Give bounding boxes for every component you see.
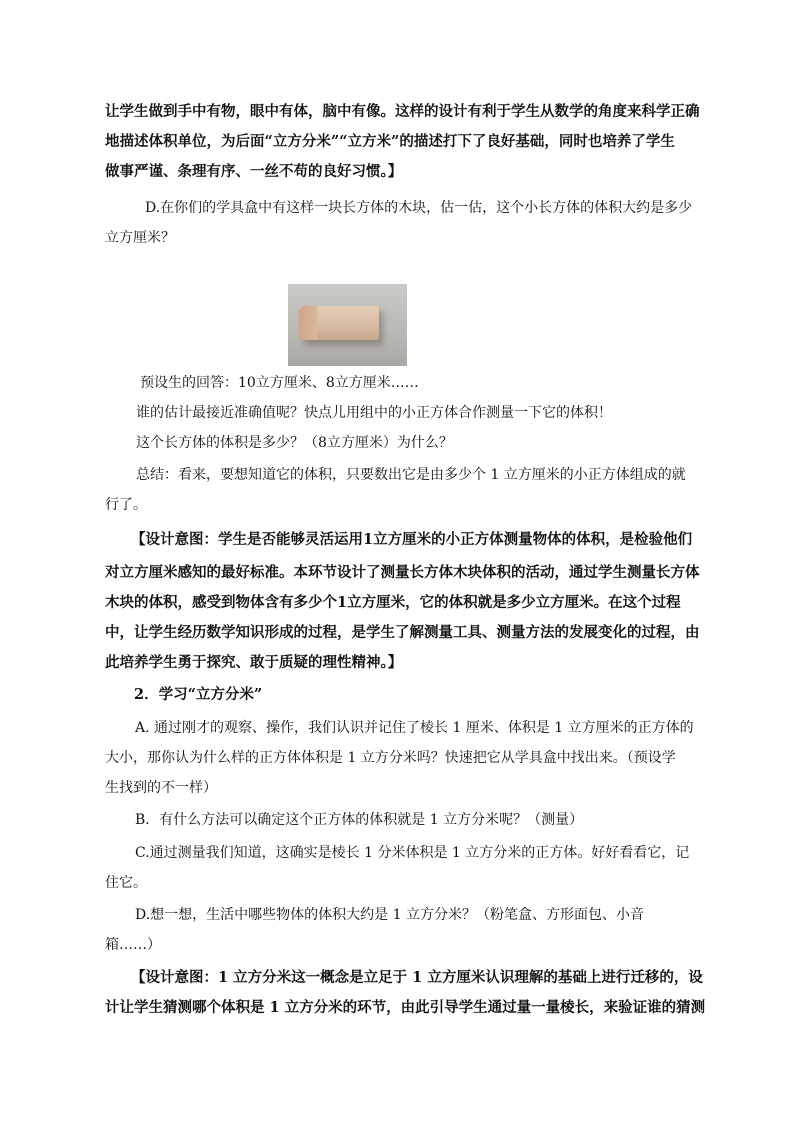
paragraph-line: C.通过测量我们知道，这确实是棱长 1 分米体积是 1 立方分米的正方体。好好看看它，记: [135, 845, 690, 861]
paragraph-line: 行了。: [105, 497, 147, 513]
paragraph-line: 箱……）: [105, 937, 161, 953]
paragraph-line: 【设计意图：学生是否能够灵活运用1立方厘米的小正方体测量物体的体积，是检验他们: [131, 531, 693, 548]
paragraph-line: A. 通过刚才的观察、操作，我们认识并记住了棱长 1 厘米、体积是 1 立方厘米的正方体的: [135, 720, 694, 736]
wooden-block-end-face: [299, 306, 317, 340]
paragraph-line: 大小，那你认为什么样的正方体体积是 1 立方分米吗？快速把它从学具盒中找出来。（预设学: [105, 750, 676, 766]
paragraph-line: 这个长方体的体积是多少？（8立方厘米）为什么？: [136, 435, 453, 451]
paragraph-line: 住它。: [105, 875, 147, 891]
wooden-block-image: [299, 306, 379, 340]
paragraph-line: 【设计意图：1 立方分米这一概念是立足于 1 立方厘米认识理解的基础上进行迁移的，设: [131, 969, 703, 986]
wooden-block-photo: [288, 284, 407, 366]
paragraph-line: 对立方厘米感知的最好标准。本环节设计了测量长方体木块体积的活动，通过学生测量长方体: [105, 564, 700, 581]
paragraph-line: 谁的估计最接近准确值呢？快点儿用组中的小正方体合作测量一下它的体积！: [136, 405, 612, 421]
paragraph-line: 做事严谨、条理有序、一丝不苟的良好习惯。】: [105, 163, 403, 180]
paragraph-line: D.在你们的学具盒中有这样一块长方体的木块，估一估，这个小长方体的体积大约是多少: [145, 200, 693, 216]
section-heading: 2．学习“立方分米”: [134, 686, 263, 703]
paragraph-line: 立方厘米？: [105, 230, 175, 246]
paragraph-line: 此培养学生勇于探究、敢于质疑的理性精神。】: [105, 654, 403, 671]
paragraph-line: D.想一想，生活中哪些物体的体积大约是 1 立方分米？（粉笔盒、方形面包、小音: [135, 907, 644, 923]
paragraph-line: 木块的体积，感受到物体含有多少个1立方厘米，它的体积就是多少立方厘米。在这个过程: [105, 594, 681, 611]
paragraph-line: 中，让学生经历数学知识形成的过程，是学生了解测量工具、测量方法的发展变化的过程，由: [105, 624, 700, 641]
paragraph-line: 让学生做到手中有物，眼中有体，脑中有像。这样的设计有利于学生从数学的角度来科学正确: [105, 103, 700, 120]
paragraph-line: 生找到的不一样）: [105, 780, 217, 796]
paragraph-line: 总结：看来，要想知道它的体积，只要数出它是由多少个 1 立方厘米的小正方体组成的就: [136, 467, 686, 483]
paragraph-line: B．有什么方法可以确定这个正方体的体积就是 1 立方分米呢？（测量）: [135, 812, 584, 828]
paragraph-line: 计让学生猜测哪个体积是 1 立方分米的环节，由此引导学生通过量一量棱长，来验证谁的猜测: [105, 999, 706, 1016]
paragraph-line: 预设生的回答：10立方厘米、8立方厘米……: [140, 375, 419, 391]
paragraph-line: 地描述体积单位，为后面“立方分米”“立方米”的描述打下了良好基础，同时也培养了学生: [105, 133, 675, 150]
